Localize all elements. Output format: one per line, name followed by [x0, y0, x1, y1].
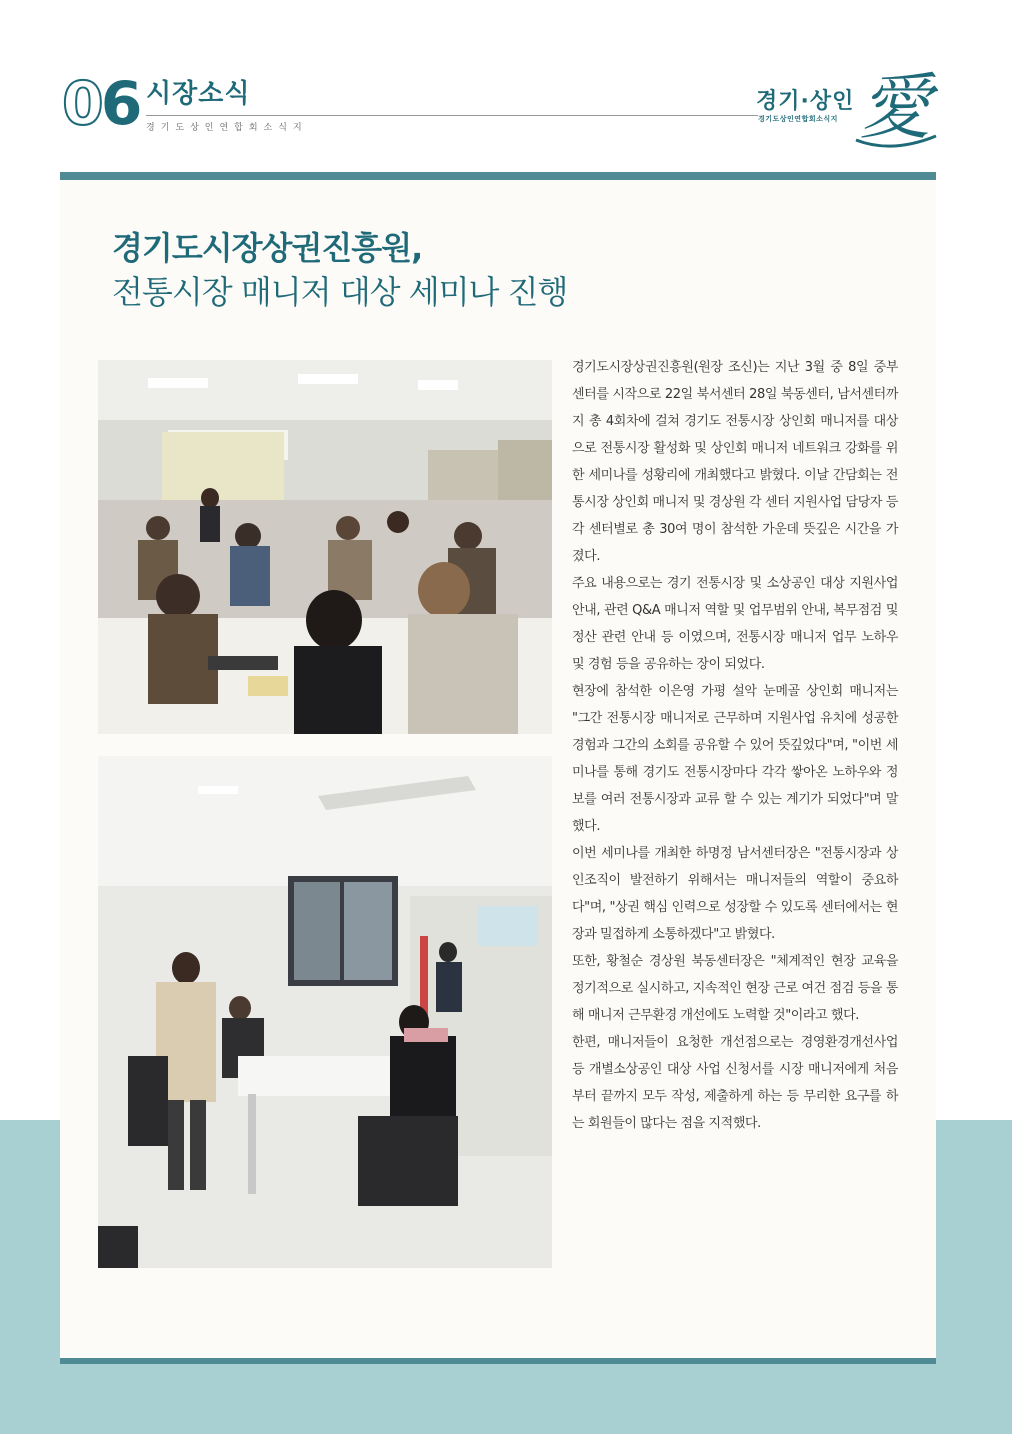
section-title: 시장소식: [146, 79, 251, 109]
article-paragraph: 현장에 참석한 이은영 가평 설악 눈메골 상인회 매니저는 "그간 전통시장 매니저로 근무하며 지원사업 유치에 성공한 경험과 그간의 소회를 공유할 수 있어 뜻깊었다"며, "이번 세미나를 통해 경기도 전통시장마다 각각 쌓아온 노하우와 정보를 여러 전통시장과 교류 할 수 있는 계기가 되었다"며 말했다.: [572, 684, 898, 834]
logo-text: 경기·상인: [756, 89, 855, 114]
section-subtitle: 경기도상인연합회소식지: [146, 123, 308, 133]
seminar-photo-speaker: [98, 756, 552, 1268]
panel-top-bar: [60, 172, 936, 180]
article-body: [572, 354, 898, 1137]
headline-line-1: 경기도시장상권진흥원,: [112, 229, 423, 267]
article-paragraph: 이번 세미나를 개최한 하명정 남서센터장은 "전통시장과 상인조직이 발전하기 위해서는 매니저들의 역할이 중요하다"며, "상권 핵심 인력으로 성장할 수 있도록 센터에서는 현장과 밀접하게 소통하겠다"고 밝혔다.: [572, 846, 898, 942]
article-paragraph: 또한, 황철순 경상원 북동센터장은 "체계적인 현장 교육을 정기적으로 실시하고, 지속적인 현장 근로 여건 점검 등을 통해 매니저 근무환경 개선에도 노력할 것"이라고 했다.: [572, 954, 898, 1023]
page-number-digit: 6: [100, 69, 140, 139]
article-paragraph: 경기도시장상권진흥원(원장 조신)는 지난 3월 중 8일 중부센터를 시작으로 22일 북서센터 28일 북동센터, 남서센터까지 총 4회차에 걸쳐 경기도 전통시장 상인회 매니저를 대상으로 전통시장 활성화 및 상인회 매니저 네트워크 강화를 위한 세미나를 성황리에 개최했다고 밝혔다. 이날 간담회는 전통시장 상인회 매니저 및 경상원 각 센터 지원사업 담당자 등 각 센터별로 총 30여 명이 참석한 가운데 뜻깊은 시간을 가졌다.: [572, 360, 898, 564]
page-number: [62, 69, 140, 139]
logo-subtext: 경기도상인연합회소식지: [758, 115, 838, 123]
panel-bottom-bar: [60, 1358, 936, 1364]
headline-line-2: 전통시장 매니저 대상 세미나 진행: [112, 273, 568, 311]
logo-char: 愛: [858, 65, 932, 149]
seminar-photo-audience: [98, 360, 552, 734]
article-headline: [112, 226, 892, 314]
article-paragraph: 주요 내용으로는 경기 전통시장 및 소상공인 대상 지원사업 안내, 관련 Q&A 매니저 역할 및 업무범위 안내, 복무점검 및 정산 관련 안내 등 이였으며, 전통시장 매니저 업무 노하우 및 경험 등을 공유하는 장이 되었다.: [572, 576, 898, 672]
logo-calligraphy-mark: [852, 62, 938, 150]
page-number-zero: 0: [62, 69, 101, 139]
article-paragraph: 한편, 매니저들이 요청한 개선점으로는 경영환경개선사업 등 개별소상공인 대상 사업 신청서를 시장 매니저에게 처음부터 끝까지 모두 작성, 제출하게 하는 등 무리한 요구를 하는 회원들이 많다는 점을 지적했다.: [572, 1035, 898, 1131]
header-divider: [146, 115, 758, 116]
